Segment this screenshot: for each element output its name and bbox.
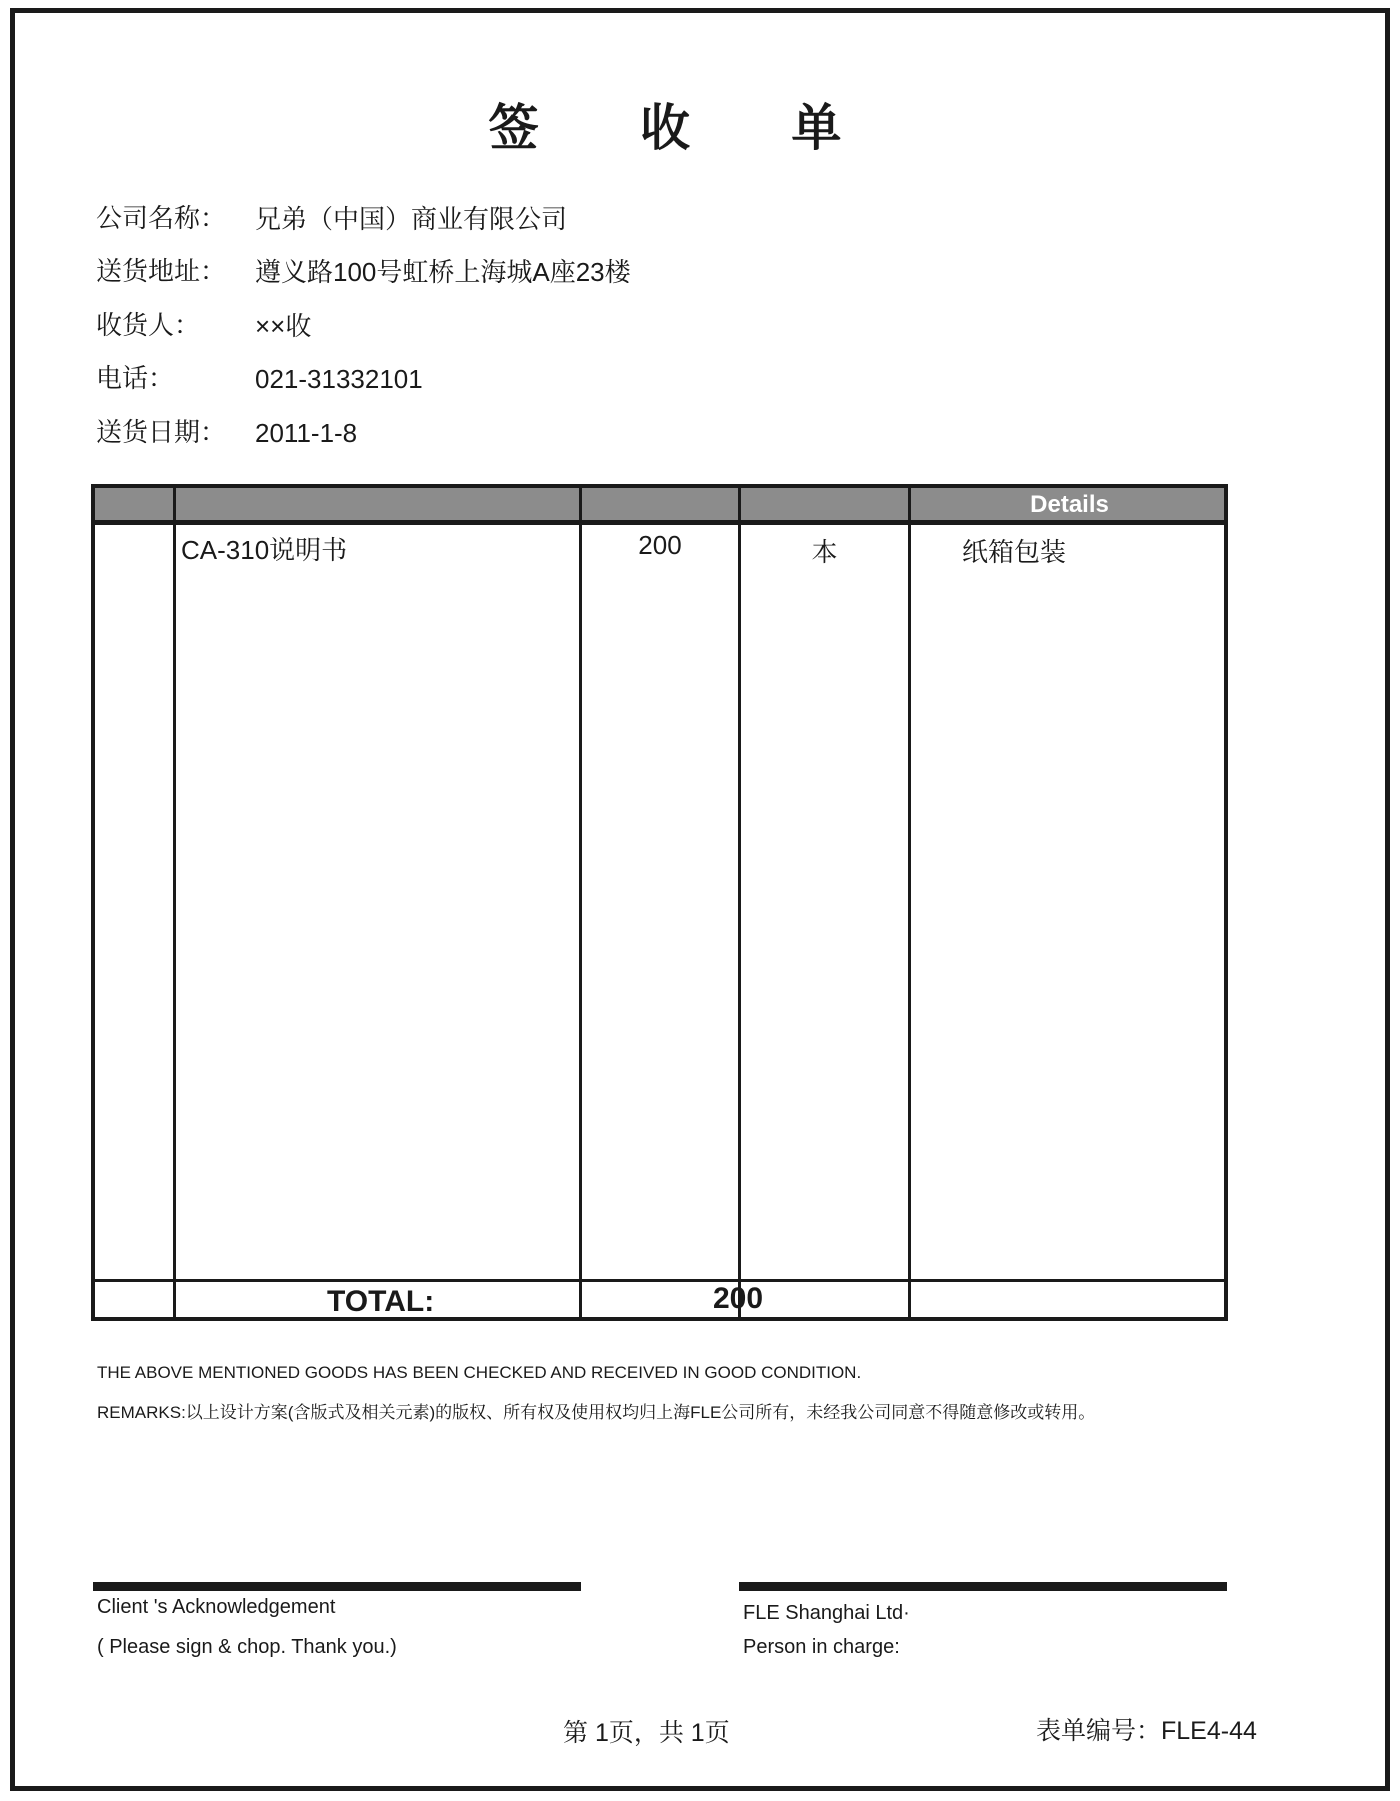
recipient-value: ××收 (255, 311, 312, 341)
address-label: 送货地址： (96, 257, 227, 287)
total-value: 200 (712, 1282, 764, 1315)
confirmation-note: THE ABOVE MENTIONED GOODS HAS BEEN CHECKED AND RECEIVED IN GOOD CONDITION. (97, 1363, 862, 1382)
client-signature-line (93, 1582, 581, 1591)
date-value: 2011-1-8 (255, 418, 358, 448)
column-divider (738, 488, 741, 1317)
goods-table (91, 484, 1228, 1321)
company-signature-line (739, 1582, 1227, 1591)
company-name: FLE Shanghai Ltd· (743, 1602, 910, 1624)
date-label: 送货日期： (96, 418, 227, 448)
phone-value: 021-31332101 (255, 364, 423, 394)
person-in-charge-label: Person in charge: (743, 1636, 900, 1658)
row-quantity: 200 (638, 530, 682, 560)
company-value: 兄弟（中国）商业有限公司 (255, 204, 568, 234)
total-label: TOTAL: (327, 1285, 435, 1318)
header-details: Details (1030, 491, 1109, 518)
page-info: 第 1页，共 1页 (563, 1719, 730, 1747)
address-value: 遵义路100号虹桥上海城A座23楼 (255, 257, 631, 287)
phone-label: 电话： (96, 364, 175, 394)
recipient-label: 收货人： (96, 311, 201, 341)
row-details: 纸箱包装 (962, 537, 1067, 567)
company-label: 公司名称： (96, 204, 227, 234)
client-acknowledgement-title: Client 's Acknowledgement (97, 1596, 336, 1618)
document-title: 签 收 单 (488, 99, 884, 157)
remarks-note: REMARKS:以上设计方案(含版式及相关元素)的版权、所有权及使用权均归上海FLE公司所有，未经我公司同意不得随意修改或转用。 (97, 1403, 1096, 1422)
client-sign-note: ( Please sign & chop. Thank you.) (97, 1636, 397, 1658)
column-divider (173, 488, 176, 1317)
column-divider (579, 488, 582, 1317)
row-item: CA-310说明书 (181, 535, 348, 565)
row-unit: 本 (811, 537, 838, 567)
form-number: 表单编号：FLE4-44 (1036, 1717, 1257, 1745)
column-divider (908, 488, 911, 1317)
